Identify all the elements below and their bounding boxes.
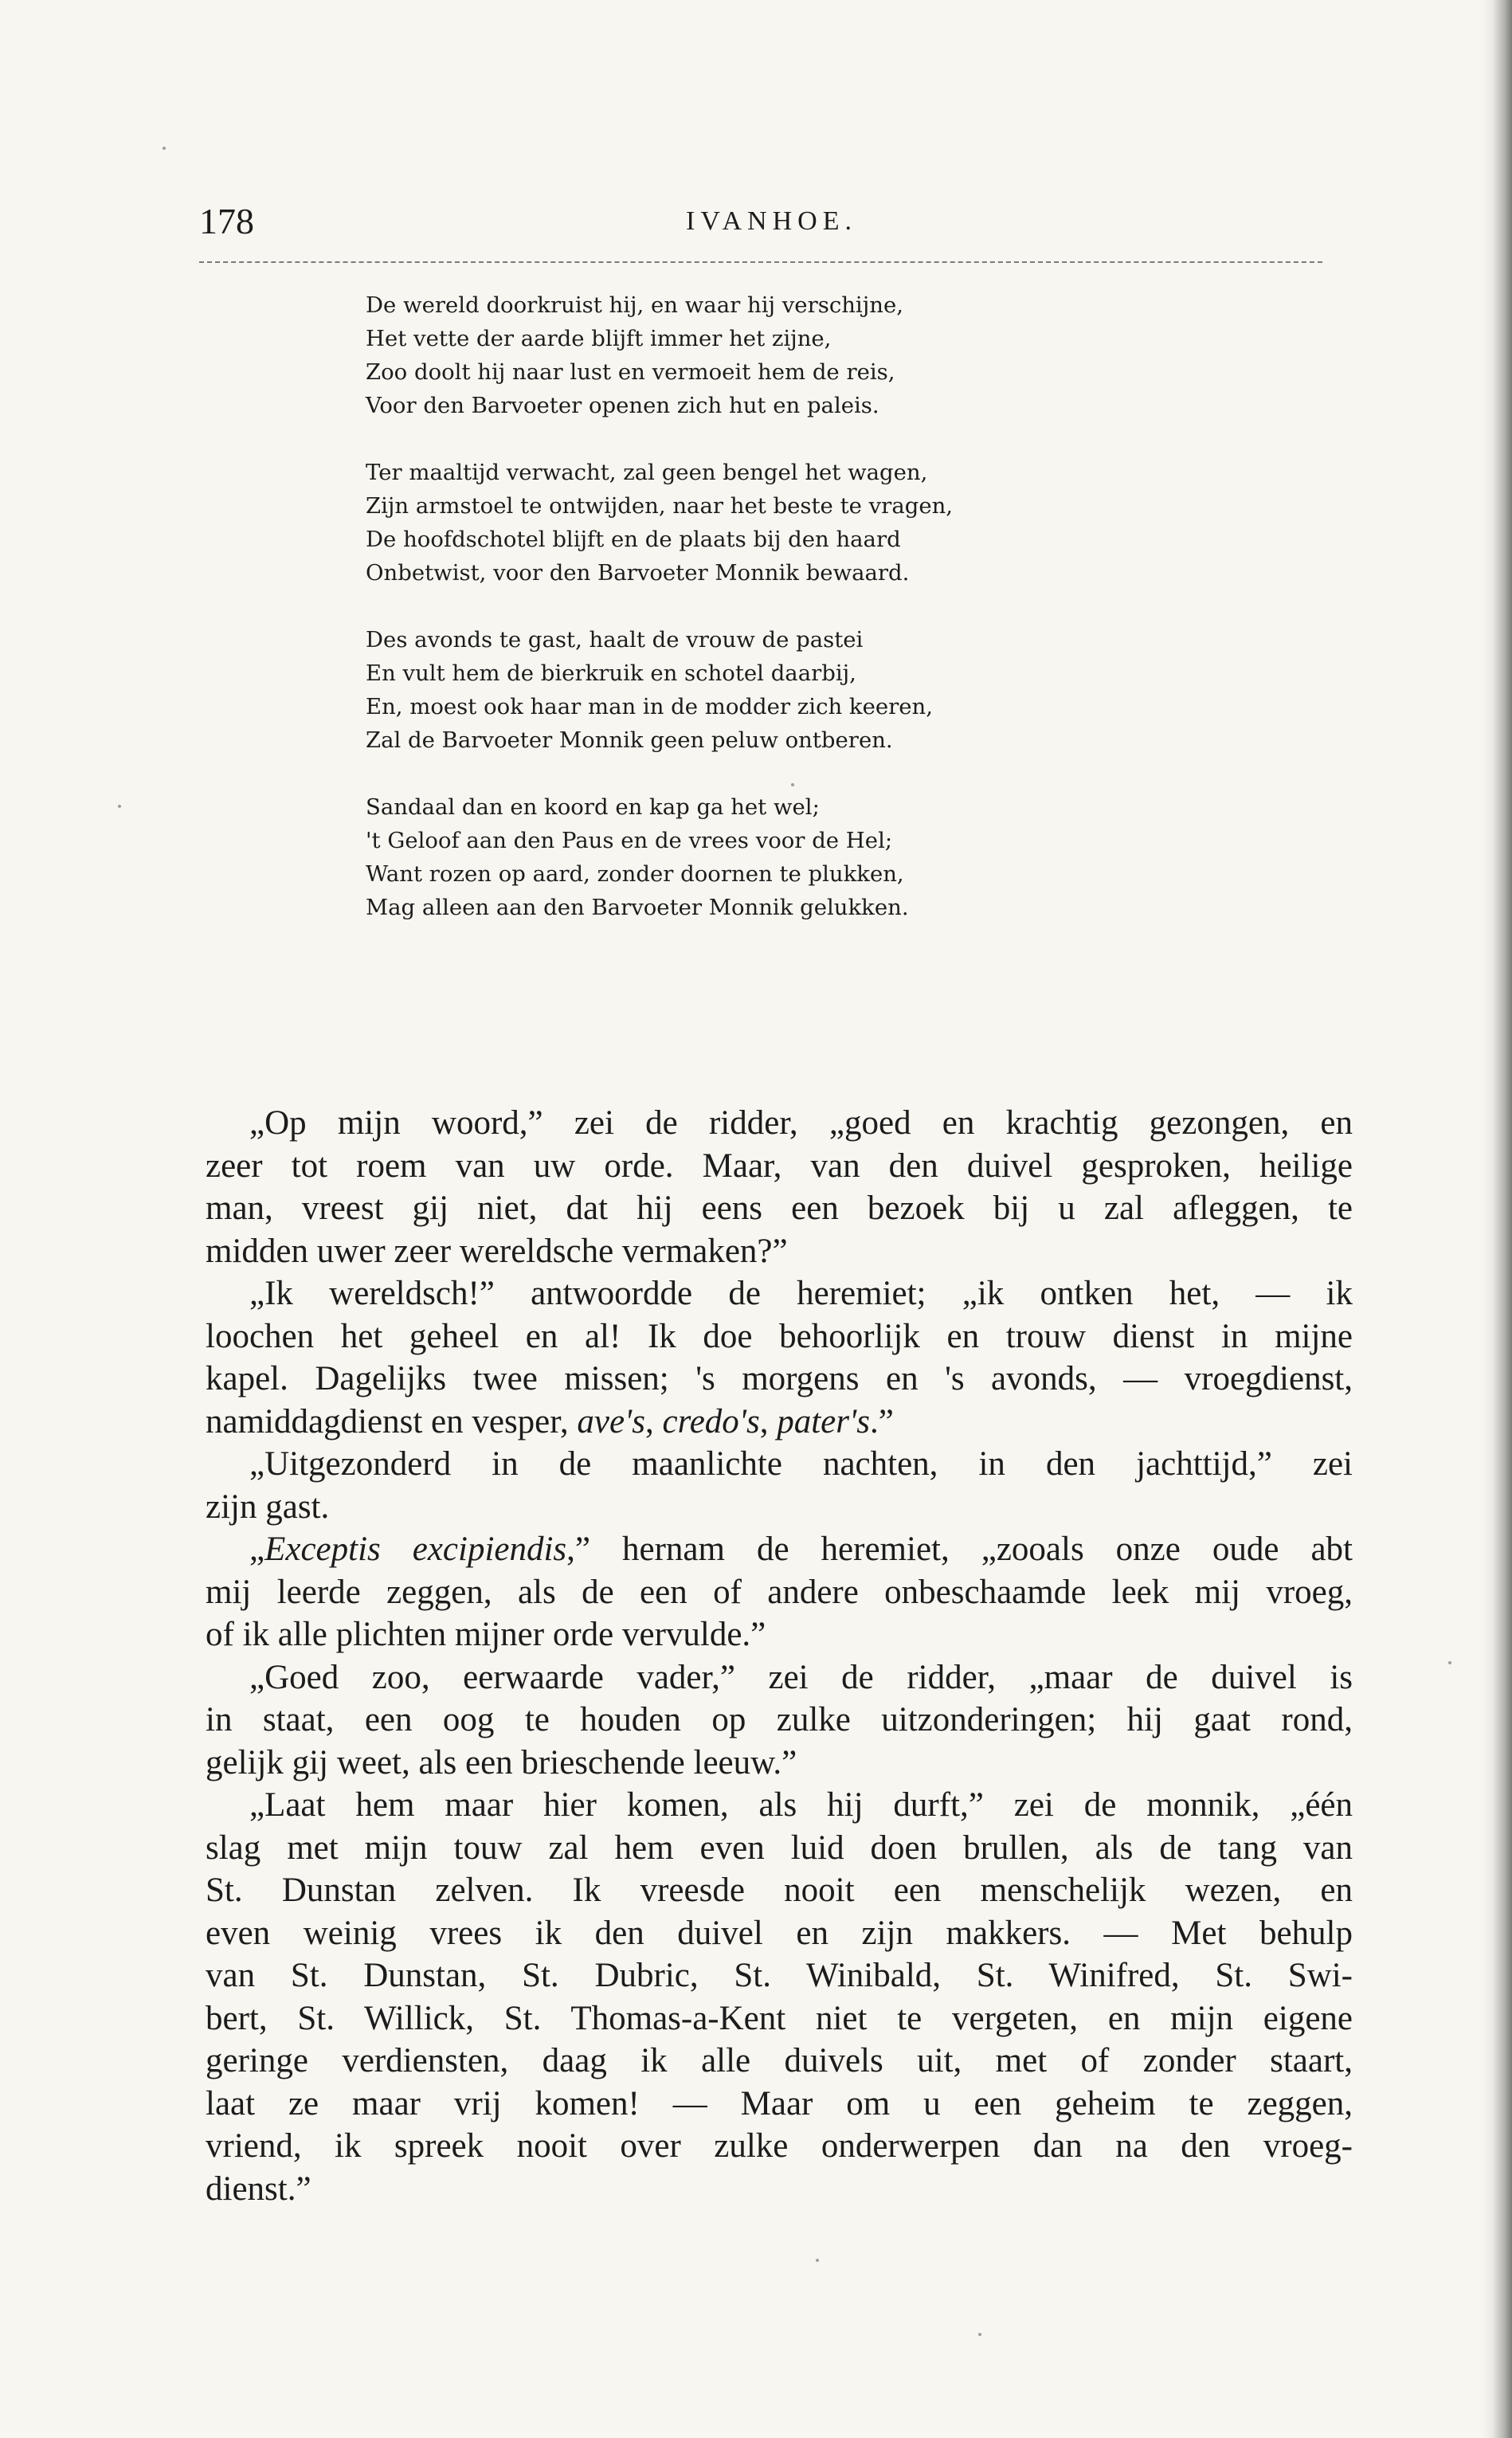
text-line: gelijk gij weet, als een brieschende leeuw.”	[206, 1743, 797, 1781]
poem-verse: En, moest ook haar man in de modder zich keeren,	[366, 694, 934, 719]
text-line: even weinig vrees ik den duivel en zijn makkers. — Met behulp	[206, 1914, 1353, 1952]
poem-verse: De hoofdschotel blijft en de plaats bij den haard	[366, 527, 901, 552]
italic-term: credo's	[662, 1402, 760, 1440]
paragraph	[206, 1102, 1353, 1272]
text-line: mij leerde zeggen, als de een of andere onbeschaamde leek mij vroeg,	[206, 1573, 1353, 1611]
page-speck	[118, 805, 121, 808]
text-line: slag met mijn touw zal hem even luid doen brullen, als de tang van	[206, 1828, 1353, 1867]
page-edge-shadow	[1482, 0, 1512, 2438]
paragraph	[206, 1656, 1353, 1785]
poem-stanza	[366, 790, 1162, 924]
text-line: St. Dunstan zelven. Ik vreesde nooit een menschelijk wezen, en	[206, 1872, 1353, 1909]
page-speck	[163, 147, 166, 150]
poem-verse: Het vette der aarde blijft immer het zijne,	[366, 326, 832, 351]
text-line: zijn gast.	[206, 1487, 330, 1526]
paragraph	[206, 1784, 1353, 2210]
poem-verse: 't Geloof aan den Paus en de vrees voor de Hel;	[366, 828, 893, 853]
text-run: ,” hernam de heremiet, „zooals onze oude abt	[566, 1531, 1353, 1568]
prose-text	[206, 1102, 1353, 2210]
text-run: namiddagdienst en vesper,	[206, 1402, 578, 1440]
text-run: .”	[869, 1402, 894, 1440]
text-line	[206, 1528, 1353, 1571]
text-line: „Ik wereldsch!” antwoordde de heremiet; „ik ontken het, — ik	[249, 1275, 1353, 1312]
poem-verse: Zal de Barvoeter Monnik geen peluw ontberen.	[366, 727, 893, 753]
poem-verse: Zoo doolt hij naar lust en vermoeit hem de reis,	[366, 359, 895, 385]
poem-verse: Onbetwist, voor den Barvoeter Monnik bewaard.	[366, 560, 910, 586]
text-line: „Laat hem maar hier komen, als hij durft,” zei de monnik, „één	[249, 1786, 1353, 1824]
text-line: kapel. Dagelijks twee missen; 's morgens en 's avonds, — vroegdienst,	[206, 1360, 1353, 1397]
poem-verse: Want rozen op aard, zonder doornen te plukken,	[366, 861, 904, 887]
poem-stanza	[366, 623, 1162, 757]
text-line: zeer tot roem van uw orde. Maar, van den duivel gesproken, heilige	[206, 1146, 1353, 1185]
text-line: vriend, ik spreek nooit over zulke onderwerpen dan na den vroeg-	[206, 2127, 1353, 2165]
poem-stanza	[366, 456, 1162, 590]
paragraph	[206, 1528, 1353, 1656]
italic-term: Exceptis excipiendis	[264, 1531, 567, 1568]
text-line: „Op mijn woord,” zei de ridder, „goed en krachtig gezongen, en	[249, 1104, 1353, 1142]
poem-verse: Des avonds te gast, haalt de vrouw de pastei	[366, 627, 864, 653]
poem-verse: En vult hem de bierkruik en schotel daarbij,	[366, 660, 856, 686]
italic-term: pater's	[777, 1402, 870, 1440]
text-line: bert, St. Willick, St. Thomas-a-Kent niet te vergeten, en mijn eigene	[206, 1999, 1353, 2037]
text-line: midden uwer zeer wereldsche vermaken?”	[206, 1232, 788, 1270]
text-run: ,	[644, 1402, 663, 1440]
poem-verse: De wereld doorkruist hij, en waar hij verschijne,	[366, 292, 903, 318]
paragraph	[206, 1272, 1353, 1443]
text-line: in staat, een oog te houden op zulke uitzonderingen; hij gaat rond,	[206, 1701, 1353, 1738]
text-run: „	[249, 1531, 265, 1568]
page-header	[199, 198, 1338, 245]
text-line: dienst.”	[206, 2170, 311, 2208]
poem-verse: Ter maaltijd verwacht, zal geen bengel het wagen,	[366, 460, 928, 485]
text-line: of ik alle plichten mijner orde vervulde.”	[206, 1616, 766, 1653]
text-line: loochen het geheel en al! Ik doe behoorlijk en trouw dienst in mijne	[206, 1317, 1353, 1355]
poem	[366, 288, 1162, 958]
poem-verse: Voor den Barvoeter openen zich hut en paleis.	[366, 393, 879, 418]
page-speck	[1448, 1661, 1451, 1664]
text-line: man, vreest gij niet, dat hij eens een bezoek bij u zal afleggen, te	[206, 1190, 1353, 1227]
header-rule	[199, 261, 1322, 263]
poem-verse: Mag alleen aan den Barvoeter Monnik gelukken.	[366, 895, 909, 920]
poem-stanza	[366, 288, 1162, 422]
text-line: „Goed zoo, eerwaarde vader,” zei de ridder, „maar de duivel is	[249, 1658, 1353, 1696]
page-number: 178	[199, 201, 254, 241]
text-line: geringe verdiensten, daag ik alle duivels uit, met of zonder staart,	[206, 2042, 1353, 2079]
poem-verse: Sandaal dan en koord en kap ga het wel;	[366, 794, 820, 820]
paragraph	[206, 1443, 1353, 1528]
italic-term: ave's	[577, 1402, 645, 1440]
text-line: laat ze maar vrij komen! — Maar om u een geheim te zeggen,	[206, 2084, 1353, 2122]
page-speck	[816, 2259, 819, 2262]
poem-verse: Zijn armstoel te ontwijden, naar het beste te vragen,	[366, 493, 954, 519]
text-line	[206, 1401, 1353, 1444]
text-line: van St. Dunstan, St. Dubric, St. Winibald, St. Winifred, St. Swi-	[206, 1957, 1353, 1994]
running-title: IVANHOE.	[686, 206, 857, 236]
text-line: „Uitgezonderd in de maanlichte nachten, in den jachttijd,” zei	[249, 1445, 1353, 1483]
page-speck	[978, 2333, 981, 2336]
text-run: ,	[759, 1402, 778, 1440]
